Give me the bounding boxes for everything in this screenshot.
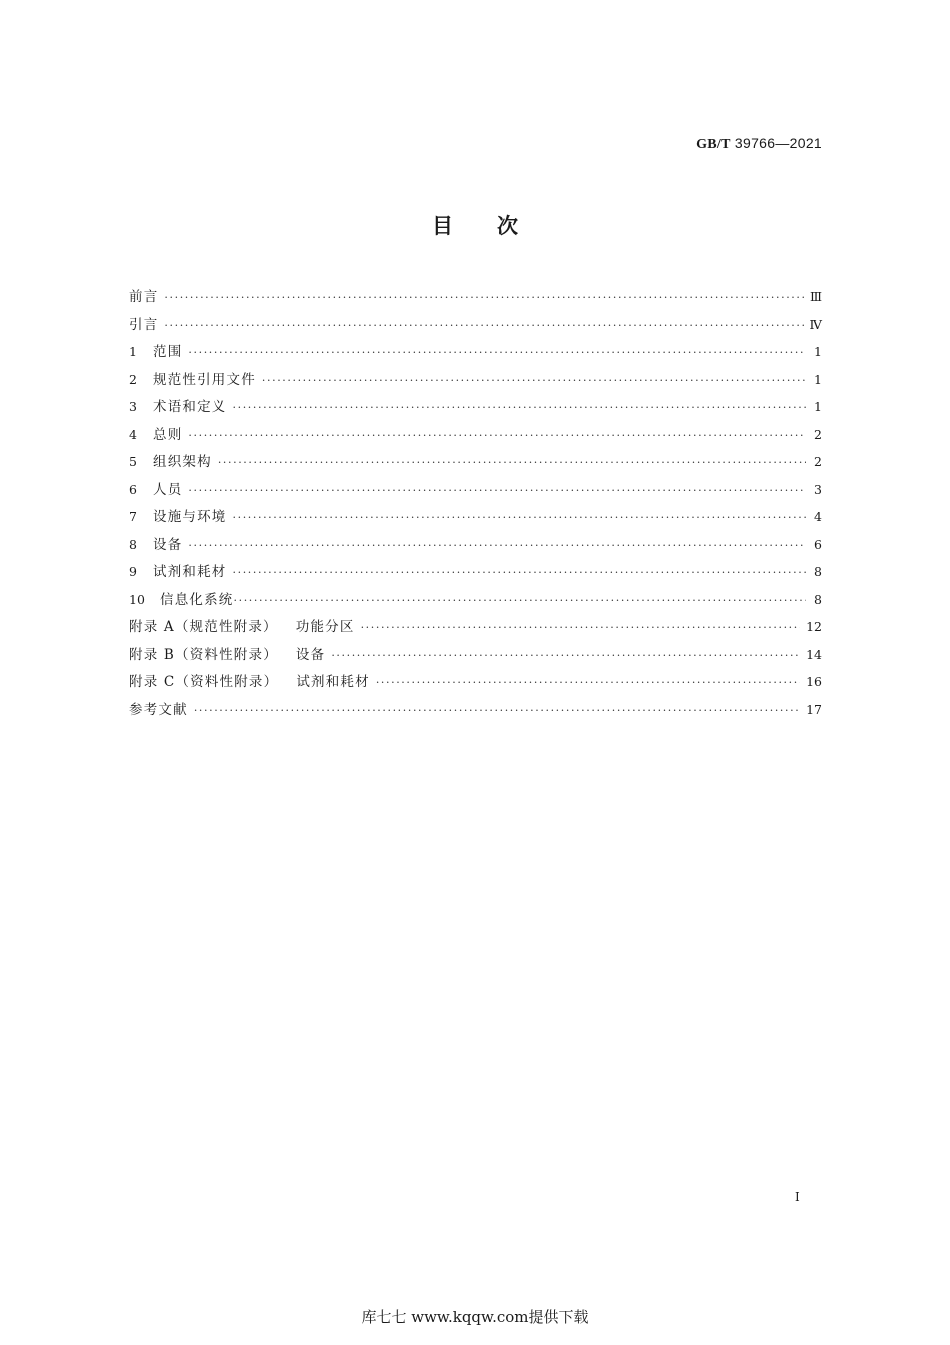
toc-entry-annex-a[interactable] [129, 613, 822, 641]
toc-leader-dots [331, 642, 800, 670]
toc-entry-label: 附录 A（规范性附录） [129, 619, 278, 635]
toc-entry-number: 2 [129, 371, 137, 387]
toc-entry-number: 10 [129, 591, 145, 607]
toc-leader-dots [188, 422, 806, 450]
toc-leader-dots [218, 449, 806, 477]
toc-page-number: 6 [814, 536, 822, 552]
toc-entry-number: 6 [129, 481, 137, 497]
toc-leader-dots [188, 532, 806, 560]
toc-entry-label: 人员 [153, 481, 183, 498]
toc-leader-dots [262, 367, 806, 395]
toc-leader-dots [361, 614, 801, 642]
toc-entry-7[interactable] [129, 503, 822, 531]
download-footer: 库七七 www.kqqw.com提供下载 [361, 1308, 589, 1326]
toc-page-number: 8 [814, 564, 822, 579]
toc-page-number: Ⅲ [809, 289, 822, 304]
toc-entry-label: 引言 [129, 316, 159, 333]
toc-page-number: 8 [814, 591, 822, 607]
toc-entry-foreword[interactable] [129, 283, 822, 311]
page-title: 目次 [432, 214, 562, 238]
toc-entry-introduction[interactable] [129, 311, 822, 339]
toc-entry-1[interactable] [129, 338, 822, 366]
toc-leader-dots [188, 477, 806, 505]
toc-page-number: 1 [814, 371, 822, 387]
toc-entry-number: 3 [129, 399, 137, 414]
toc-leader-dots [164, 312, 803, 340]
toc-leader-dots [233, 504, 807, 532]
toc-entry-label: 设施与环境 [153, 509, 227, 525]
toc-page-number: 3 [814, 481, 822, 497]
toc-leader-dots [233, 394, 807, 422]
toc-entry-label: 总则 [153, 426, 183, 443]
toc-page-number: 1 [814, 344, 822, 359]
toc-leader-dots [194, 697, 800, 725]
toc-entry-10[interactable] [129, 586, 822, 614]
toc-entry-label: 信息化系统 [160, 591, 234, 608]
toc-leader-dots [164, 284, 804, 312]
toc-leader-dots [234, 587, 807, 615]
toc-entry-label: 规范性引用文件 [153, 371, 256, 388]
toc-entry-number: 7 [129, 509, 137, 524]
standard-number: 39766—2021 [734, 135, 822, 151]
toc-entry-subtitle: 设备 [295, 646, 326, 663]
toc-entry-label: 试剂和耗材 [153, 564, 227, 580]
toc-page-number: 14 [806, 646, 822, 662]
toc-page-number: 4 [814, 509, 822, 524]
toc-entry-annex-c[interactable] [129, 668, 822, 696]
toc-entry-number: 1 [129, 344, 137, 359]
toc-entry-3[interactable] [129, 393, 822, 421]
toc-entry-label: 组织架构 [153, 454, 212, 470]
standard-prefix: GB/T [696, 137, 731, 152]
toc-entry-4[interactable] [129, 421, 822, 449]
toc-entry-number: 4 [129, 426, 137, 442]
toc-entry-label: 附录 B（资料性附录） [129, 646, 278, 663]
toc-page-number: 17 [806, 701, 822, 717]
toc-entry-8[interactable] [129, 531, 822, 559]
toc-entry-label: 设备 [153, 536, 183, 553]
toc-entry-subtitle: 功能分区 [295, 619, 355, 635]
toc-entry-number: 8 [129, 536, 137, 552]
toc-leader-dots [188, 339, 806, 367]
toc-leader-dots [233, 559, 807, 587]
toc-entry-bibliography[interactable] [129, 696, 822, 724]
toc-page-number: 12 [806, 619, 822, 634]
toc-entry-label: 术语和定义 [153, 399, 227, 415]
toc-entry-label: 附录 C（资料性附录） [129, 674, 279, 690]
toc-entry-subtitle: 试剂和耗材 [296, 674, 370, 690]
standard-code [696, 135, 822, 153]
toc-entry-6[interactable] [129, 476, 822, 504]
toc-entry-label: 参考文献 [129, 701, 188, 718]
toc-entry-label: 前言 [129, 289, 159, 305]
page-folio: I [795, 1190, 800, 1204]
toc-page-number: 1 [814, 399, 822, 414]
toc-page-number: Ⅳ [809, 316, 822, 332]
table-of-contents [129, 283, 822, 723]
toc-leader-dots [376, 669, 800, 697]
toc-entry-5[interactable] [129, 448, 822, 476]
toc-entry-2[interactable] [129, 366, 822, 394]
toc-entry-number: 5 [129, 454, 137, 469]
toc-entry-annex-b[interactable] [129, 641, 822, 669]
toc-entry-label: 范围 [153, 344, 183, 360]
toc-page-number: 2 [814, 426, 822, 442]
toc-entry-9[interactable] [129, 558, 822, 586]
toc-page-number: 16 [806, 674, 822, 689]
toc-page-number: 2 [814, 454, 822, 469]
toc-entry-number: 9 [129, 564, 137, 579]
